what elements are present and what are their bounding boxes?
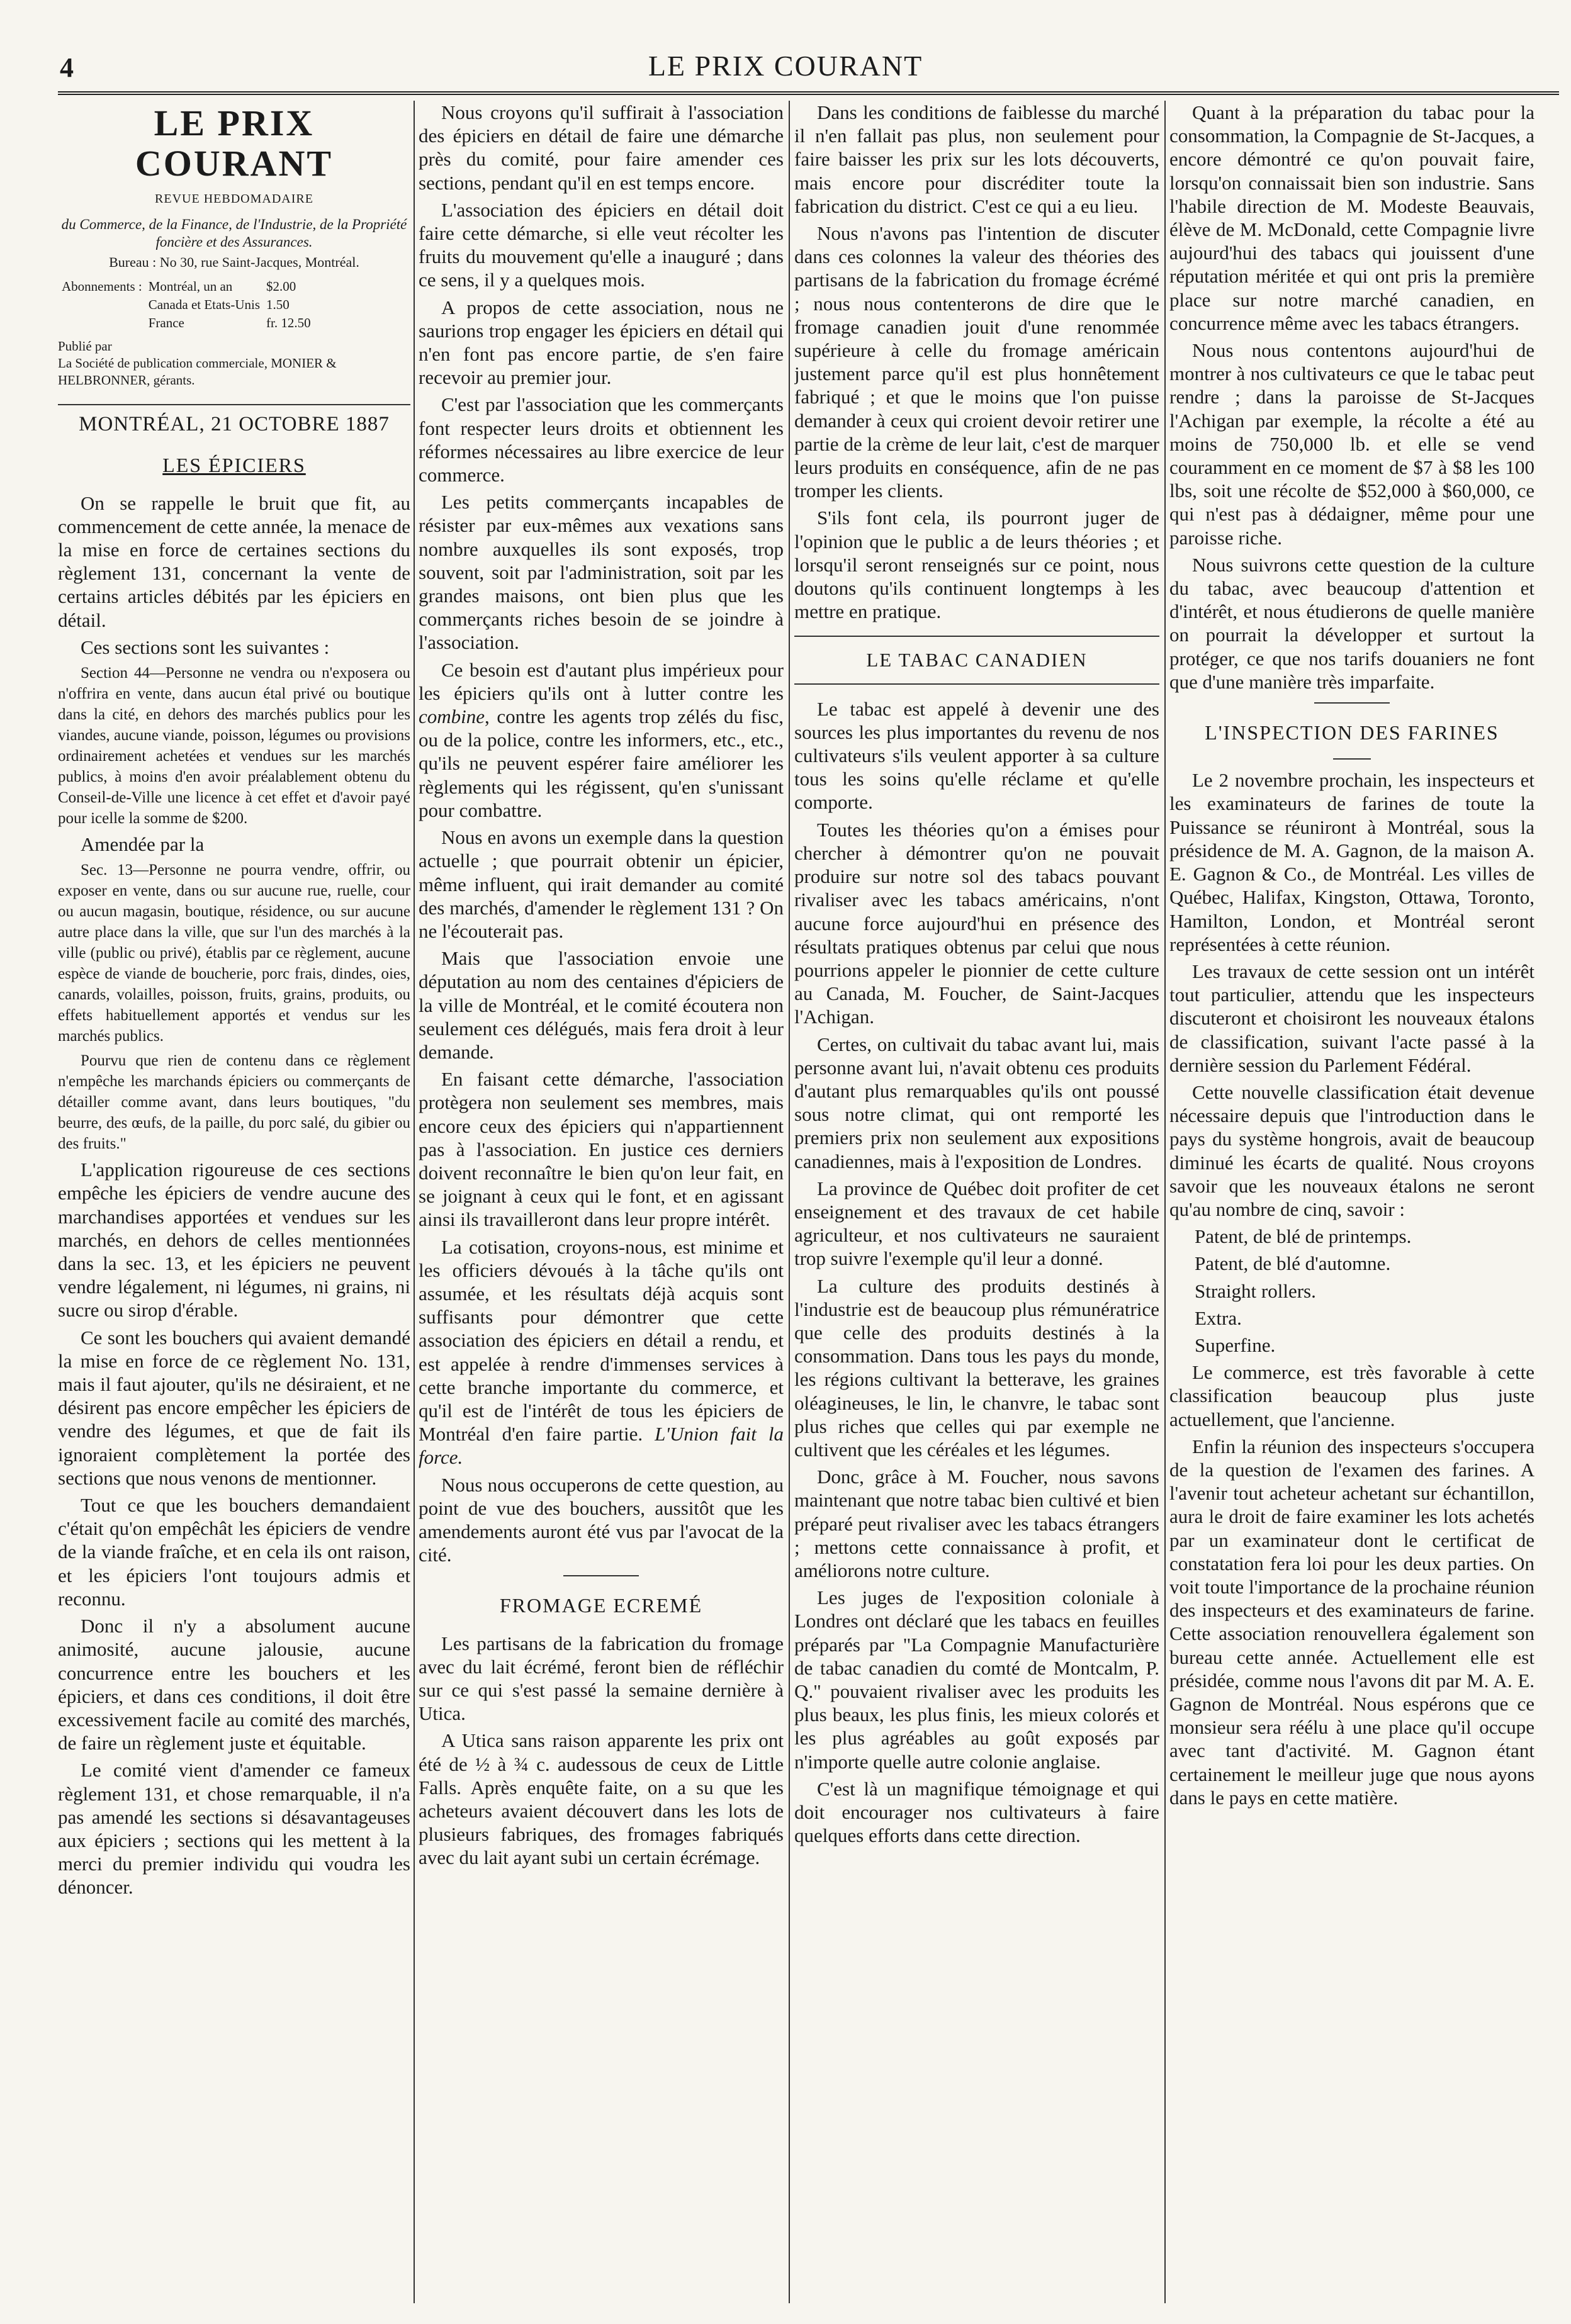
paragraph: En faisant cette démarche, l'association protègera non seulement ses membres, mais encore ceux des épiciers qui n'appartiennent pas à l'association. En justice ces derniers doivent reconnaître le bien qu'on leur fait, en se joignant à ceux qui le font, et en agissant ainsi ils travailleront dans leur propre intérêt. (419, 1068, 784, 1231)
text-run: La cotisation, croyons-nous, est minime et les officiers dévoués à la tâche qu'ils ont assumée, et les résultats déjà acquis sont suffisants pour démontrer que cette association des épiciers en détail a rendu, et est appelée à rendre d'immenses services à cette branche importante du commerce, et qu'il est de l'intérêt de tous les épiciers de Montréal d'en faire partie. (419, 1235, 784, 1445)
paragraph: S'ils font cela, ils pourront juger de l'opinion que le public a de leurs théories ; et lorsqu'il seront renseignés sur ce point, nous doutons qu'ils continuent longtemps à les mettre en pratique. (794, 507, 1159, 623)
paragraph: Dans les conditions de faiblesse du marché il n'en fallait pas plus, non seulement pour faire baisser les prix sur les lots découverts, mais encore pour discréditer toute la fabrication du district. C'est ce qui a eu lieu. (794, 101, 1159, 217)
paragraph (419, 1235, 784, 1469)
paragraph (419, 658, 784, 822)
paragraph: Le comité vient d'amender ce fameux règlement 131, et chose remarquable, il n'a pas amendé les sections si désavantageuses aux épiciers ; sections qui les mettent à la merci du premier individu qui voudra les dénoncer. (58, 1759, 410, 1899)
text-run: , contre les agents trop zélés du fisc, ou de la police, contre les informers, etc., etc., qu'ils ne peuvent espérer faire améliorer les règlements qui les régissent, qu'en s'unissant pour combattre. (419, 705, 784, 821)
paragraph: Nous nous contentons aujourd'hui de montrer à nos cultivateurs ce que le tabac peut rendre ; dans la paroisse de St-Jacques l'Achigan par exemple, la récolte a été au moins de 750,000 lb. et elle se vend couramment en ce moment de $7 à $8 les 100 lbs, soit une récolte de $52,000 à $60,000, ce qui n'est pas à dédaigner, même pour une paroisse riche. (1169, 339, 1534, 549)
grade-item: Patent, de blé d'automne. (1195, 1252, 1391, 1275)
bylaw-proviso: Pourvu que rien de contenu dans ce règlement n'empêche les marchands épiciers ou commerçants de détailler comme avant, dans leurs boutiques, "du beurre, des œufs, de la paille, du porc salé, du gibier ou des fruits." (58, 1052, 410, 1153)
paragraph: Le commerce, est très favorable à cette classification beaucoup plus juste actuellement, que l'ancienne. (1169, 1361, 1534, 1430)
column-divider (789, 101, 790, 2303)
paragraph: C'est par l'association que les commerçants font respecter leurs droits et obtiennent les réformes nécessaires au libre exercice de leur commerce. (419, 393, 784, 486)
masthead-title: LE PRIX COURANT (135, 103, 334, 184)
paragraph: Toutes les théories qu'on a émises pour chercher à démontrer qu'on ne pouvait produire sur notre sol des tabacs pouvant rivaliser avec les tabacs américains, n'ont aucune force aujourd'hui en présence des résultats pratiques obtenus par celui que nous pourrions appeler le pionnier de cette culture au Canada, M. Foucher, de Saint-Jacques l'Achigan. (794, 818, 1159, 1028)
paragraph: Le 2 novembre prochain, les inspecteurs et les examinateurs de farines de toute la Puissance se réuniront à Montréal, sous la présidence de M. A. Gagnon, de la maison A. E. Gagnon & Co., de Montréal. Les villes de Québec, Halifax, Kingston, Ottawa, Toronto, Hamilton, London, et Montréal seront représentées à cette réunion. (1169, 769, 1534, 955)
subscription-where: France (148, 315, 184, 331)
subscription-price: 1.50 (266, 297, 290, 313)
paragraph: Les travaux de cette session ont un intérêt tout particulier, attendu que les inspecteurs discuteront et choisiront les nouveaux étalons de classification, suivant l'acte passé à la dernière session du Parlement Fédéral. (1169, 960, 1534, 1076)
paragraph: Nous suivrons cette question de la culture du tabac, avec beaucoup d'attention et d'intérêt, et nous étudierons de quelle manière on pourrait la développer et surtout la protéger, ce que nos tarifs douaniers ne font que d'une manière très imparfaite. (1169, 553, 1534, 693)
article-heading-fromage: FROMAGE ECREMÉ (499, 1594, 703, 1617)
emphasis: L'Union fait la force. (419, 1423, 784, 1469)
article-heading-epiciers: LES ÉPICIERS (162, 454, 306, 477)
paragraph: Les petits commerçants incapables de résister par eux-mêmes aux vexations sans nombre auxquelles ils sont exposés, trop souvent, soit par l'administration, soit par les grandes maisons, ont bien plus que les commerçants riches besoin de se joindre à l'association. (419, 491, 784, 654)
masthead (58, 103, 410, 389)
subscription-price: fr. 12.50 (266, 315, 311, 331)
paragraph: Enfin la réunion des inspecteurs s'occupera de la question de l'examen des farines. A l'avenir tout acheteur achetant sur échantillon, aura le droit de faire examiner les lots achetés par un examinateur dont le certificat de constatation fera loi pour les deux parties. On voit toute l'importance de la prochaine réunion des inspecteurs et des examinateurs de farine. Cette association renouvellera également son bureau cette année. Actuellement elle est présidée, comme nous l'avons dit par M. A. E. Gagnon de Montréal. Nous espérons que ce monsieur sera réélu à une place qu'il occupe avec tant d'activité. M. Gagnon étant certainement le meilleur juge que nous ayons dans le pays en cette matière. (1169, 1435, 1534, 1809)
grade-item: Patent, de blé de printemps. (1195, 1225, 1412, 1248)
masthead-bureau: Bureau : No 30, rue Saint-Jacques, Montréal. (109, 254, 359, 271)
grade-item: Extra. (1195, 1306, 1242, 1329)
paragraph: Ces sections sont les suivantes : (81, 636, 330, 658)
paragraph: A Utica sans raison apparente les prix ont été de ½ à ¾ c. audessous de ceux de Little Falls. Après enquête faite, on a su que les acheteurs avaient découvert dans les lots de plusieurs fabriques, des fromages fabriqués avec du lait ayant subi un certain écrémage. (419, 1729, 784, 1869)
grade-item: Straight rollers. (1195, 1279, 1316, 1302)
dateline: MONTRÉAL, 21 OCTOBRE 1887 (58, 404, 410, 436)
paragraph: Certes, on cultivait du tabac avant lui, mais personne avant lui, n'avait obtenu ces produits d'autant plus remarquables qu'ils ont poussé sous notre climat, qui ont remporté les premiers prix non seulement aux expositions canadiennes, mais à l'exposition de Londres. (794, 1033, 1159, 1172)
paragraph: L'association des épiciers en détail doit faire cette démarche, si elle veut récolter les fruits du mouvement qu'elle a inauguré ; dans ce sens, il y a quelques mois. (419, 198, 784, 291)
publisher-label: Publié par (58, 339, 112, 354)
subscription-where: Montréal, un an (148, 279, 233, 295)
section-rule (1314, 702, 1390, 704)
paragraph: C'est là un magnifique témoignage et qui doit encourager nos cultivateurs à faire quelques efforts dans cette direction. (794, 1777, 1159, 1847)
subscriptions-label: Abonnements : (62, 279, 142, 295)
paragraph: Les juges de l'exposition coloniale à Londres ont déclaré que les tabacs en feuilles préparés par "La Compagnie Manufacturière de tabac canadien du comté de Montcalm, P. Q." pouvaient rivaliser avec les produits les plus beaux, les plus finis, les mieux colorés et les plus agréables au goût exposés par n'importe quelle autre colonie anglaise. (794, 1586, 1159, 1773)
bylaw-section-44: Section 44—Personne ne vendra ou n'exposera ou n'offrira en vente, dans aucun étal privé ou boutique dans la cité, en dehors des marchés publics pour les viandes, aucune viande, poisson, légumes ou provisions ordinairement achetées et vendues sur les marchés publics, à moins d'en avoir préalablement obtenu du Conseil-de-Ville une licence à cet effet et d'avoir payé pour icelle la somme de $200. (58, 665, 410, 828)
bylaw-section-13: Sec. 13—Personne ne pourra vendre, offrir, ou exposer en vente, dans ou sur aucune rue, ruelle, cour ou aucun magasin, boutique, résidence, ou sur aucune autre place dans la ville, que sur l'un des marchés à la ville (public ou privé), établis par ce règlement, aucune espèce de viande de boucherie, porc frais, dindes, oies, canards, volailles, poisson, fruits, grains, produits, ou effets habituellement apportés et vendus sur les marchés publics. (58, 862, 410, 1045)
section-rule (563, 1575, 639, 1576)
subscription-where: Canada et Etats-Unis (148, 297, 261, 313)
emphasis: combine (419, 705, 485, 728)
paragraph: Tout ce que les bouchers demandaient c'était qu'on empêchât les épiciers de vendre de la viande fraîche, et en cela ils ont raison, et les épiciers l'ont toujours admis et reconnu. (58, 1494, 410, 1610)
masthead-description: du Commerce, de la Finance, de l'Industrie, de la Propriété foncière et des Assurances. (61, 216, 407, 250)
column-divider (1164, 101, 1166, 2303)
paragraph: Cette nouvelle classification était devenue nécessaire depuis que l'introduction dans le pays du système hongrois, avait de beaucoup diminué les écarts de qualité. Nous croyons savoir que les nouveaux étalons ne seront qu'au nombre de cinq, savoir : (1169, 1081, 1534, 1220)
masthead-subtitle: REVUE HEBDOMADAIRE (155, 192, 313, 206)
text-run: Ce besoin est d'autant plus impérieux pour les épiciers qu'ils ont à lutter contre les (419, 658, 784, 704)
paragraph: Les partisans de la fabrication du fromage avec du lait écrémé, feront bien de réfléchir sur ce qui s'est passé la semaine dernière à Utica. (419, 1632, 784, 1725)
paragraph: Nous croyons qu'il suffirait à l'association des épiciers en détail de faire une démarche près du comité, pour faire amender ces sections, pendant qu'il en est temps encore. (419, 101, 784, 194)
paragraph: L'application rigoureuse de ces sections empêche les épiciers de vendre aucune des marchandises apportées et vendues sur les marchés, en dehors de celles mentionnées dans la sec. 13, et les épiciers ne peuvent vendre légalement, ni légumes, ni grains, ni sucre ou sirop d'érable. (58, 1159, 410, 1322)
column-2 (419, 101, 784, 2303)
paragraph: Ce sont les bouchers qui avaient demandé la mise en force de ce règlement No. 131, mais il faut ajouter, qu'ils ne désiraient, et ne désirent pas encore empêcher les épiciers de vendre des légumes, et que de fait ils ignoraient complètement la portée des sections que nous venons de mentionner. (58, 1326, 410, 1489)
column-3 (794, 101, 1159, 2303)
column-divider (414, 101, 415, 2303)
paragraph: Donc il n'y a absolument aucune animosité, aucune jalousie, aucune concurrence entre les bouchers et les épiciers, et dans ces conditions, il doit être excessivement facile au comité des marchés, de faire un règlement juste et équitable. (58, 1615, 410, 1754)
page-number: 4 (60, 52, 74, 83)
header-rule (58, 91, 1559, 95)
section-rule (1333, 758, 1371, 760)
column-4 (1169, 101, 1534, 2303)
grade-item: Superfine. (1195, 1333, 1276, 1356)
paragraph: Le tabac est appelé à devenir une des sources les plus importantes du revenu de nos cultivateurs s'ils veulent apporter à sa culture tous les soins qu'elle réclame et qu'elle comporte. (794, 697, 1159, 814)
paragraph: Mais que l'association envoie une députation au nom des centaines d'épiciers de la ville de Montréal, et le comité écoutera non seulement ces délégués, mais fera droit à leur demande. (419, 947, 784, 1063)
paragraph: Amendée par la (81, 833, 205, 856)
article-heading-farines: L'INSPECTION DES FARINES (1205, 721, 1499, 744)
publisher-name: La Société de publication commerciale, MONIER & HELBRONNER, gérants. (58, 356, 337, 388)
article-heading-tabac: LE TABAC CANADIEN (794, 636, 1159, 684)
paragraph: Nous n'avons pas l'intention de discuter dans ces colonnes la valeur des théories des partisans de la fabrication du fromage écrémé ; nous nous contenterons de dire que le fromage canadien jouit d'une renommée supérieure à celle du fromage américain justement parce qu'il est plus honnêtement fabriqué ; et que le moins que l'on puisse demander à ceux qui croient devoir retirer une partie de la crème de leur lait, c'est de marquer leurs produits en conséquence, afin de ne pas tromper les clients. (794, 222, 1159, 502)
paragraph: On se rappelle le bruit que fit, au commencement de cette année, la menace de la mise en force de certaines sections du règlement 131, concernant la vente de certains articles débités par les épiciers en détail. (58, 491, 410, 631)
column-1 (58, 101, 410, 2303)
paragraph: La province de Québec doit profiter de cet enseignement et des travaux de cet habile agriculteur, et nos cultivateurs ne sauraient trop suivre l'exemple qu'il leur a donné. (794, 1177, 1159, 1270)
publisher-block (58, 338, 410, 389)
subscription-table (58, 277, 315, 333)
paragraph: Nous nous occuperons de cette question, au point de vue des bouchers, aussitôt que les amendements auront été vus par l'avocat de la cité. (419, 1473, 784, 1566)
paragraph: Nous en avons un exemple dans la question actuelle ; que pourrait obtenir un épicier, même influent, qui irait demander au comité des marchés, d'amender le règlement 131 ? On ne l'écouterait pas. (419, 826, 784, 942)
paragraph: La culture des produits destinés à l'industrie est de beaucoup plus rémunératrice que celle des produits destinés à la consommation. Dans tous les pays du monde, les régions cultivant la betterave, les graines oléagineuses, le lin, le chanvre, le tabac sont plus riches que celles qui par exemple ne cultivent que les céréales et les légumes. (794, 1274, 1159, 1461)
paragraph: Quant à la préparation du tabac pour la consommation, la Compagnie de St-Jacques, a encore démontré ce qu'on pouvait faire, lorsqu'on connaissait bien son industrie. Sans l'habile direction de M. Modeste Beauvais, élève de M. McDonald, cette Compagnie livre aujourd'hui des tabacs qui jouissent d'une réputation méritée et qui ont pris la première place sur notre marché canadien, en concurrence même avec les tabacs étrangers. (1169, 101, 1534, 334)
running-head: LE PRIX COURANT (648, 50, 923, 82)
paragraph: Donc, grâce à M. Foucher, nous savons maintenant que notre tabac bien cultivé et bien préparé peut rivaliser avec les tabacs étrangers ; mettons cette connaissance à profit, et améliorons notre culture. (794, 1466, 1159, 1581)
paragraph: A propos de cette association, nous ne saurions trop engager les épiciers en détail qui n'en font pas encore partie, de s'en faire recevoir au premier jour. (419, 296, 784, 389)
subscription-price: $2.00 (266, 279, 296, 295)
